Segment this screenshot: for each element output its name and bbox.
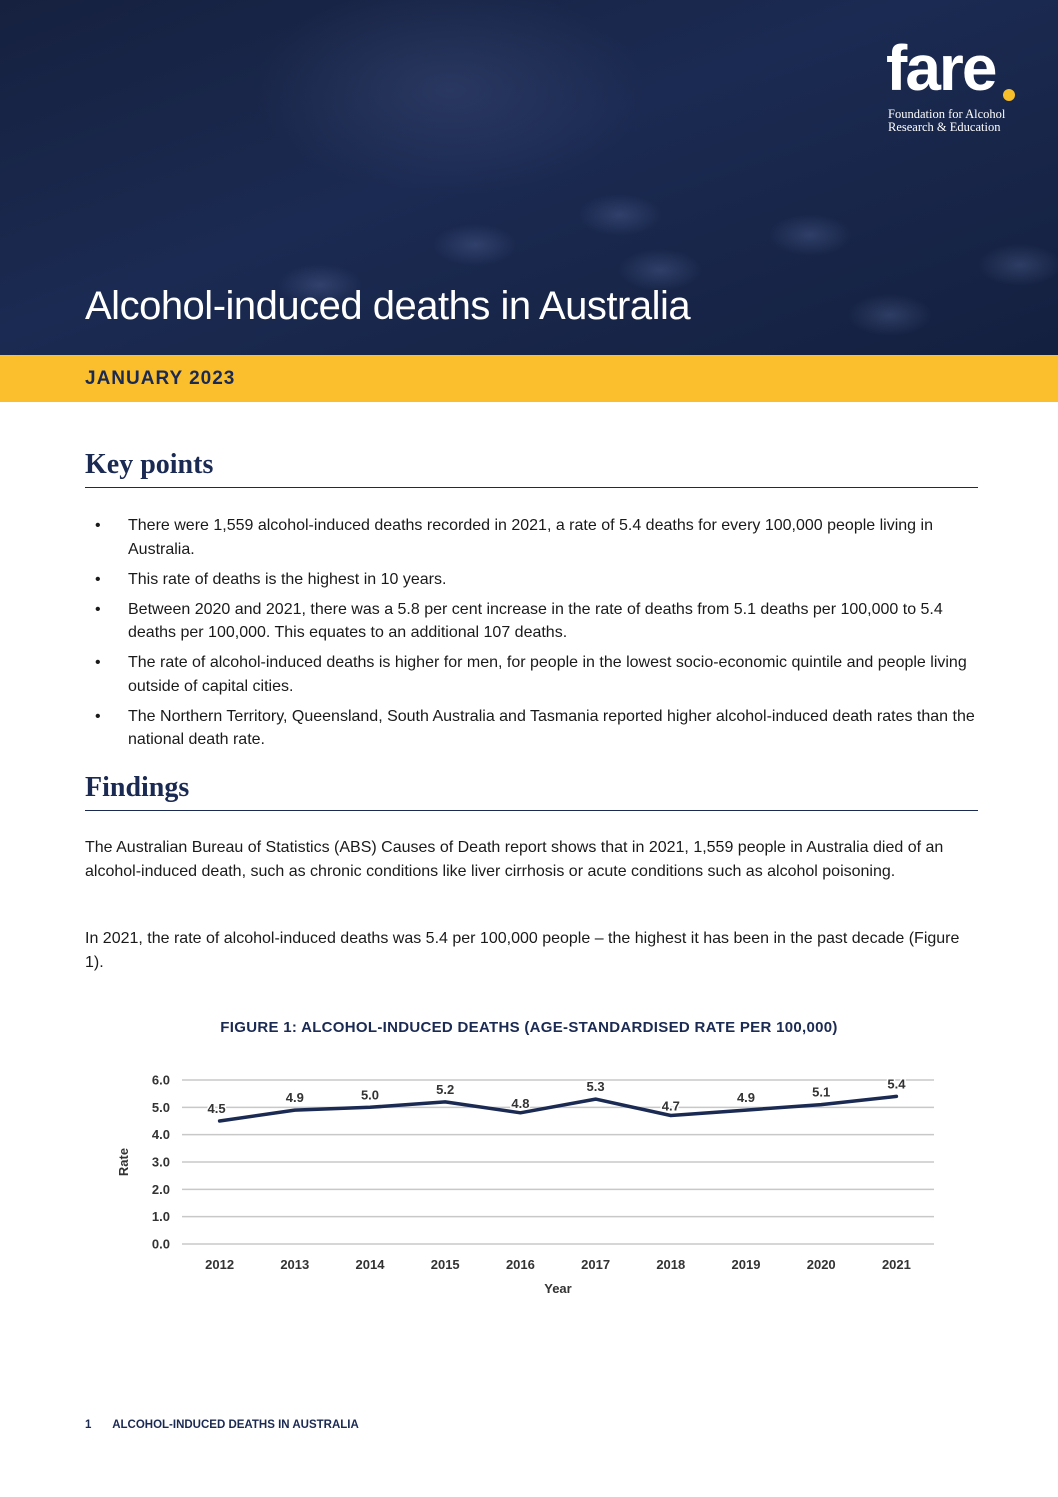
chart-x-ticks: [205, 1257, 911, 1272]
x-axis-label: Year: [544, 1281, 572, 1296]
date-band: [0, 355, 1058, 402]
logo-wordmark: fare: [886, 32, 996, 104]
logo-subtitle-line1: Foundation for Alcohol: [888, 107, 1006, 121]
x-tick-label: 2017: [581, 1257, 611, 1272]
y-tick-label: 6.0: [151, 1072, 170, 1088]
line-chart: [100, 1060, 960, 1310]
y-axis-label: Rate: [116, 1147, 131, 1177]
publication-date: JANUARY 2023: [85, 368, 236, 389]
logo-subtitle: [888, 108, 1048, 134]
findings-heading: Findings: [85, 772, 978, 811]
data-label: 4.8: [511, 1095, 530, 1111]
y-tick-label: 3.0: [151, 1154, 170, 1170]
logo-dot: [1003, 89, 1015, 101]
series-line: [220, 1096, 897, 1121]
page-number: 1: [85, 1419, 92, 1431]
key-point-item: • This rate of deaths is the highest in 10 years.: [85, 568, 978, 592]
x-tick-label: 2014: [355, 1257, 385, 1272]
key-point-item: • The rate of alcohol-induced deaths is higher for men, for people in the lowest socio-economic quintile and people living outside of capital cities.: [85, 651, 978, 698]
x-tick-label: 2021: [881, 1257, 911, 1272]
x-tick-label: 2012: [205, 1257, 235, 1272]
y-tick-label: 0.0: [151, 1236, 170, 1252]
page-title: Alcohol-induced deaths in Australia: [85, 284, 691, 328]
key-point-item: • There were 1,559 alcohol-induced deaths recorded in 2021, a rate of 5.4 deaths for every 100,000 people living in Australia.: [85, 514, 978, 561]
data-label: 4.9: [736, 1090, 756, 1106]
x-tick-label: 2018: [656, 1257, 686, 1272]
data-label: 4.7: [661, 1098, 680, 1114]
data-label: 4.9: [285, 1090, 304, 1106]
chart-y-ticks: [152, 1073, 170, 1252]
x-tick-label: 2020: [806, 1257, 836, 1272]
key-point-item: • Between 2020 and 2021, there was a 5.8 per cent increase in the rate of deaths from 5.1 deaths per 100,000 to 5.4 deaths per 100,000. This equates to an additional 107 deaths.: [85, 598, 978, 645]
running-title: ALCOHOL-INDUCED DEATHS IN AUSTRALIA: [112, 1419, 359, 1431]
y-tick-label: 1.0: [151, 1209, 170, 1225]
findings-paragraph-2: In 2021, the rate of alcohol-induced deaths was 5.4 per 100,000 people – the highest it has been in the past decade (Figure 1).: [85, 930, 960, 971]
key-points-heading: Key points: [85, 449, 978, 488]
data-label: 5.3: [586, 1079, 605, 1095]
key-points-list: [85, 514, 978, 758]
data-label: 5.2: [436, 1081, 455, 1097]
x-tick-label: 2015: [430, 1257, 460, 1272]
x-tick-label: 2019: [731, 1257, 761, 1272]
findings-paragraph-1: The Australian Bureau of Statistics (ABS) Causes of Death report shows that in 2021, 1,559 people in Australia died of an alcohol-induced death, such as chronic conditions like liver cirrhosis or acute conditions such as alcohol poisoning.: [85, 839, 944, 880]
logo-subtitle-line2: Research & Education: [888, 120, 1001, 134]
x-tick-label: 2013: [280, 1257, 310, 1272]
fare-logo: [886, 32, 1026, 138]
data-label: 4.5: [207, 1101, 226, 1116]
key-point-item: • The Northern Territory, Queensland, South Australia and Tasmania reported higher alcohol-induced death rates than the national death rate.: [85, 705, 978, 752]
data-label: 5.0: [360, 1087, 380, 1103]
figure-title: FIGURE 1: ALCOHOL-INDUCED DEATHS (AGE-STANDARDISED RATE PER 100,000): [220, 1019, 838, 1036]
y-tick-label: 5.0: [151, 1099, 170, 1115]
y-tick-label: 2.0: [151, 1181, 170, 1197]
page-footer: [85, 1419, 359, 1431]
data-label: 5.1: [812, 1084, 831, 1100]
y-tick-label: 4.0: [151, 1127, 170, 1143]
hero-banner: [0, 0, 1058, 355]
x-tick-label: 2016: [505, 1257, 535, 1272]
data-label: 5.4: [887, 1076, 906, 1092]
